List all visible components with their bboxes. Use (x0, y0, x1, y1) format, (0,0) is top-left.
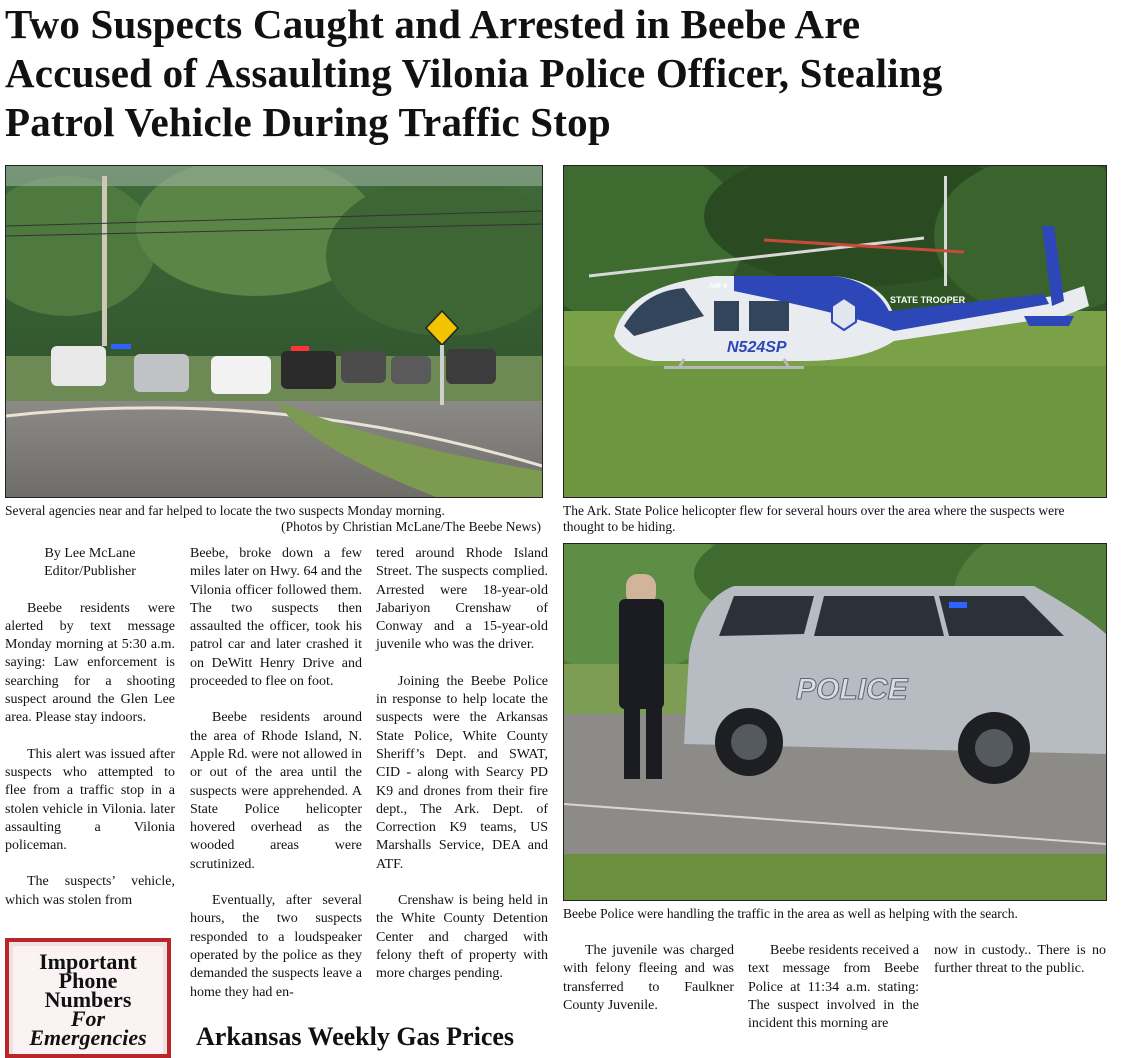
photo-2-caption: The Ark. State Police helicopter flew for several hours over the area where the suspects were thought to be hiding. (563, 503, 1065, 534)
paragraph: The suspects’ vehicle, which was stolen from (5, 874, 175, 908)
byline (5, 545, 175, 582)
phone-box-line-2: Phone (58, 968, 118, 993)
article-column-3 (376, 545, 548, 1002)
photo-beebe-police-officer (563, 543, 1107, 901)
important-phone-numbers-box (5, 938, 171, 1058)
photo-police-cars-on-road (5, 165, 543, 498)
photo-credit: (Photos by Christian McLane/The Beebe News) (281, 519, 541, 534)
article-column-1 (5, 545, 175, 928)
phone-box-line-5: Emergencies (29, 1025, 147, 1050)
paragraph: Beebe, broke down a few miles later on Hwy. 64 and the Vilonia officer followed them. The two suspects then assaulted the officer, took his patrol car and later crashed it on DeWitt Henry Drive and proceeded to flee on foot. (190, 546, 362, 690)
paragraph: Beebe residents received a text message from Beebe Police at 11:34 a.m. stating: The suspect involved in the incident this morning are (748, 943, 919, 1032)
article-column-2 (190, 545, 362, 1020)
photo-3-illustration (564, 544, 1106, 900)
photo-state-police-helicopter (563, 165, 1107, 498)
paragraph: The juvenile was charged with felony fleeing and was transferred to Faulkner County Juvenile. (563, 943, 734, 1013)
article-column-5 (748, 942, 919, 1051)
helicopter-air-text: AIR 4 (709, 283, 727, 290)
paragraph: Crenshaw is being held in the White County Detention Center and charged with felony theft of property with more charges pending. (376, 893, 548, 982)
police-door-lettering: POLICE (796, 673, 908, 706)
headline-line-3: Patrol Vehicle During Traffic Stop (5, 99, 611, 145)
photo-1-illustration (6, 166, 542, 497)
paragraph: tered around Rhode Island Street. The suspects complied. Arrested were 18-year-old Jabariyon Crenshaw of Conway and a 15-year-old juvenile who was the driver. (376, 546, 548, 653)
paragraph: Beebe residents around the area of Rhode Island, N. Apple Rd. were not allowed in or out of the area until the suspects were apprehended. A State Police helicopter hovered overhead as the wooded areas were scrutinized. (190, 710, 362, 872)
helicopter-registration: N524SP (727, 339, 787, 356)
photo-1-caption-text: Several agencies near and far helped to locate the two suspects Monday morning. (5, 503, 445, 518)
phone-box-line-1: Important (39, 949, 137, 974)
helicopter-side-text: STATE TROOPER (890, 295, 966, 305)
phone-box-line-4: For (70, 1006, 106, 1031)
article-column-4 (563, 942, 734, 1033)
paragraph: Beebe residents were alerted by text message Monday morning at 5:30 a.m. saying: Law enforcement is searching for a shooting suspect around the Glen Lee area. Please stay indoors. (5, 600, 175, 726)
paragraph: This alert was issued after suspects who attempted to flee from a traffic stop in a stolen vehicle in Vilonia. later assaulting a Vilonia policeman. (5, 746, 175, 854)
headline-line-1: Two Suspects Caught and Arrested in Beebe Are (5, 1, 861, 47)
byline-title: Editor/Publisher (44, 564, 136, 580)
headline-line-2: Accused of Assaulting Vilonia Police Officer, Stealing (5, 50, 943, 96)
article-column-6 (934, 942, 1106, 997)
photo-1-caption (5, 503, 541, 535)
paragraph: Eventually, after several hours, the two suspects responded to a loudspeaker operated by the police as they demanded the suspects leave a home they had en- (190, 893, 362, 1000)
photo-2-illustration (564, 166, 1106, 497)
headline (5, 0, 1115, 147)
next-article-headline: Arkansas Weekly Gas Prices (196, 1022, 515, 1051)
photo-3-caption: Beebe Police were handling the traffic in the area as well as helping with the search. (563, 906, 1018, 921)
paragraph: now in custody.. There is no further threat to the public. (934, 943, 1106, 977)
byline-name: By Lee McLane (44, 546, 136, 561)
phone-box-line-3: Numbers (44, 987, 132, 1012)
paragraph: Joining the Beebe Police in response to help locate the suspects were the Arkansas State Police, White County Sheriff’s Dept. and SWAT, CID - along with Searcy PD K9 and drones from their fire dept., The Ark. Dept. of Correction K9 teams, US Marshalls Service, DEA and ATF. (376, 673, 548, 872)
